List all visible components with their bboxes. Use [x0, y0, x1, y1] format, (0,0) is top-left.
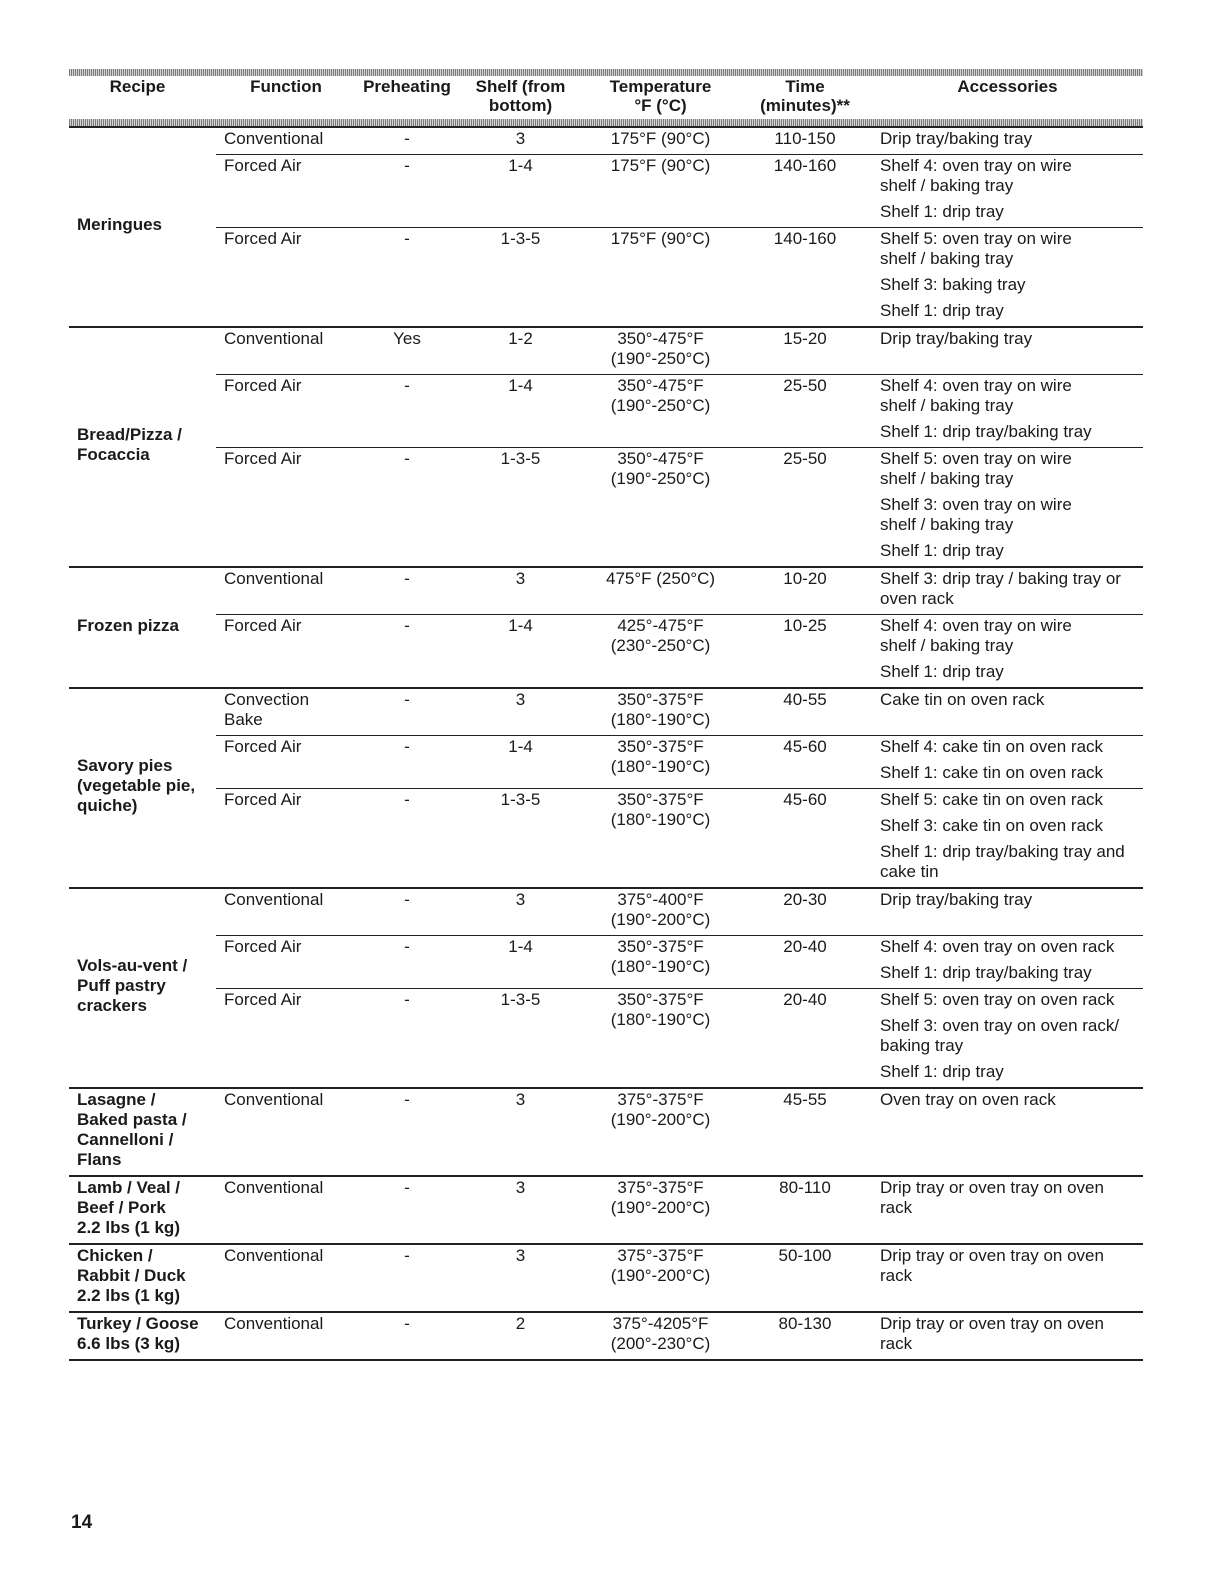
text-line: Shelf 1: drip tray — [880, 202, 1004, 221]
accessory-entry — [880, 1062, 1143, 1082]
text-line: (180°-190°C) — [610, 810, 711, 829]
shelf-cell: 3 — [458, 688, 583, 736]
preheating-cell: - — [356, 567, 458, 615]
recipe-cell — [69, 1088, 216, 1176]
preheating-cell: Yes — [356, 327, 458, 375]
table-row — [69, 127, 1143, 155]
time-cell: 15-20 — [738, 327, 872, 375]
time-cell: 25-50 — [738, 448, 872, 568]
text-line: Shelf 3: baking tray — [880, 275, 1026, 294]
temperature-cell — [583, 127, 738, 155]
text-line: Drip tray or oven tray on oven — [880, 1246, 1104, 1265]
text-line: Shelf 1: drip tray/baking tray — [880, 963, 1092, 982]
accessory-entry — [880, 1246, 1143, 1286]
text-line: Shelf 4: oven tray on wire — [880, 376, 1072, 395]
accessory-entry — [880, 690, 1143, 710]
recipe-cell — [69, 127, 216, 327]
text-line: 425°-475°F — [617, 616, 704, 635]
text-line: Drip tray/baking tray — [880, 329, 1033, 348]
time-cell: 45-55 — [738, 1088, 872, 1176]
temperature-cell — [583, 1244, 738, 1312]
text-line: Lasagne / — [77, 1090, 156, 1109]
accessory-entry — [880, 449, 1143, 489]
time-cell: 80-130 — [738, 1312, 872, 1360]
preheating-cell: - — [356, 789, 458, 889]
accessories-cell — [872, 375, 1143, 448]
function-cell — [216, 1088, 356, 1176]
text-line: Chicken / — [77, 1246, 153, 1265]
text-line: Oven tray on oven rack — [880, 1090, 1056, 1109]
text-line: 375°-375°F — [617, 1090, 704, 1109]
text-line: Turkey / Goose — [77, 1314, 199, 1333]
accessories-cell — [872, 789, 1143, 889]
shelf-cell: 1-3-5 — [458, 989, 583, 1089]
accessory-entry — [880, 662, 1143, 682]
accessory-entry — [880, 422, 1143, 442]
text-line: 350°-375°F — [617, 937, 704, 956]
accessories-cell — [872, 688, 1143, 736]
text-line: Shelf 5: cake tin on oven rack — [880, 790, 1104, 809]
text-line: Drip tray/baking tray — [880, 890, 1033, 909]
text-line: rack — [880, 1334, 913, 1353]
table-row — [69, 1244, 1143, 1312]
text-line: Shelf 3: cake tin on oven rack — [880, 816, 1104, 835]
accessories-cell — [872, 1244, 1143, 1312]
time-cell: 45-60 — [738, 789, 872, 889]
text-line: (190°-200°C) — [610, 910, 711, 929]
temperature-cell — [583, 448, 738, 568]
text-line: Conventional — [224, 890, 324, 909]
text-line: Conventional — [224, 329, 324, 348]
accessories-cell — [872, 228, 1143, 328]
table-row — [69, 448, 1143, 568]
time-cell: 10-20 — [738, 567, 872, 615]
header-top-band — [69, 69, 1143, 76]
accessories-cell — [872, 1176, 1143, 1244]
text-line: Conventional — [224, 129, 324, 148]
recipe-cell — [69, 888, 216, 1088]
accessory-entry — [880, 990, 1143, 1010]
temperature-cell — [583, 155, 738, 228]
shelf-cell: 1-4 — [458, 615, 583, 689]
temperature-cell — [583, 736, 738, 789]
text-line: (230°-250°C) — [610, 636, 711, 655]
temperature-cell — [583, 888, 738, 936]
function-cell — [216, 127, 356, 155]
table-row — [69, 1088, 1143, 1176]
shelf-cell: 1-4 — [458, 155, 583, 228]
temperature-cell — [583, 615, 738, 689]
text-line: Puff pastry — [77, 976, 166, 995]
function-cell — [216, 936, 356, 989]
function-cell — [216, 1176, 356, 1244]
temperature-cell — [583, 327, 738, 375]
temperature-cell — [583, 688, 738, 736]
page-number: 14 — [71, 1512, 93, 1533]
text-line: Focaccia — [77, 445, 150, 464]
text-line: Conventional — [224, 1314, 324, 1333]
accessory-entry — [880, 1314, 1143, 1354]
recipe-cell — [69, 1244, 216, 1312]
accessories-cell — [872, 989, 1143, 1089]
function-cell — [216, 155, 356, 228]
text-line: Savory pies — [77, 756, 173, 775]
text-line: Shelf 3: oven tray on oven rack/ — [880, 1016, 1120, 1035]
text-line: Forced Air — [224, 229, 302, 248]
temperature-cell — [583, 375, 738, 448]
function-cell — [216, 567, 356, 615]
accessory-entry — [880, 229, 1143, 269]
text-line: 350°-375°F — [617, 690, 704, 709]
accessory-entry — [880, 275, 1143, 295]
function-cell — [216, 448, 356, 568]
text-line: shelf / baking tray — [880, 249, 1014, 268]
text-line: Baked pasta / — [77, 1110, 187, 1129]
text-line: Conventional — [224, 1090, 324, 1109]
preheating-cell: - — [356, 448, 458, 568]
accessory-entry — [880, 737, 1143, 757]
time-cell: 110-150 — [738, 127, 872, 155]
recipe-cell — [69, 1176, 216, 1244]
temperature-cell — [583, 228, 738, 328]
text-line: (vegetable pie, — [77, 776, 196, 795]
text-line: shelf / baking tray — [880, 176, 1014, 195]
text-line: Shelf 4: oven tray on oven rack — [880, 937, 1115, 956]
recipe-cell — [69, 688, 216, 888]
table-row — [69, 989, 1143, 1089]
accessory-entry — [880, 816, 1143, 836]
text-line: (190°-200°C) — [610, 1266, 711, 1285]
preheating-cell: - — [356, 1312, 458, 1360]
accessory-entry — [880, 842, 1143, 882]
function-cell — [216, 228, 356, 328]
accessories-cell — [872, 327, 1143, 375]
table-row — [69, 615, 1143, 689]
shelf-cell: 3 — [458, 1176, 583, 1244]
table-row — [69, 736, 1143, 789]
text-line: crackers — [77, 996, 147, 1015]
text-line: Shelf 5: oven tray on wire — [880, 229, 1072, 248]
text-line: shelf / baking tray — [880, 636, 1014, 655]
text-line: 350°-475°F — [617, 329, 704, 348]
accessory-entry — [880, 937, 1143, 957]
header-accessories: Accessories — [957, 77, 1058, 96]
preheating-cell: - — [356, 736, 458, 789]
time-cell: 10-25 — [738, 615, 872, 689]
text-line: Frozen pizza — [77, 615, 180, 635]
text-line: Flans — [77, 1150, 122, 1169]
text-line: Forced Air — [224, 737, 302, 756]
text-line: Conventional — [224, 1178, 324, 1197]
text-line: rack — [880, 1198, 913, 1217]
recipe-cell — [69, 1312, 216, 1360]
accessory-entry — [880, 329, 1143, 349]
text-line: 375°-4205°F — [612, 1314, 709, 1333]
header-shelf: Shelf (from bottom) — [475, 77, 566, 115]
text-line: Drip tray/baking tray — [880, 129, 1033, 148]
table-row — [69, 688, 1143, 736]
text-line: (180°-190°C) — [610, 710, 711, 729]
text-line: 2.2 lbs (1 kg) — [77, 1286, 180, 1305]
text-line: (180°-190°C) — [610, 757, 711, 776]
header-recipe: Recipe — [109, 77, 166, 96]
table-row — [69, 155, 1143, 228]
text-line: Rabbit / Duck — [77, 1266, 186, 1285]
shelf-cell: 3 — [458, 127, 583, 155]
temperature-cell — [583, 1088, 738, 1176]
accessories-cell — [872, 155, 1143, 228]
header-bottom-band — [69, 119, 1143, 126]
text-line: Shelf 1: drip tray/baking tray and — [880, 842, 1125, 861]
accessories-cell — [872, 615, 1143, 689]
text-line: 2.2 lbs (1 kg) — [77, 1218, 180, 1237]
text-line: 475°F (250°C) — [605, 569, 716, 588]
temperature-cell — [583, 567, 738, 615]
accessory-entry — [880, 963, 1143, 983]
table-row — [69, 375, 1143, 448]
accessory-entry — [880, 569, 1143, 609]
table-row — [69, 936, 1143, 989]
text-line: cake tin — [880, 862, 939, 881]
table-row — [69, 1176, 1143, 1244]
text-line: (190°-250°C) — [610, 349, 711, 368]
text-line: 350°-475°F — [617, 449, 704, 468]
cooking-chart — [69, 69, 1143, 1361]
accessory-entry — [880, 495, 1143, 535]
shelf-cell: 1-4 — [458, 736, 583, 789]
text-line: oven rack — [880, 589, 954, 608]
text-line: (190°-200°C) — [610, 1198, 711, 1217]
text-line: Shelf 1: drip tray — [880, 541, 1004, 560]
text-line: Meringues — [77, 215, 163, 234]
text-line: shelf / baking tray — [880, 515, 1014, 534]
temperature-cell — [583, 989, 738, 1089]
text-line: 350°-375°F — [617, 990, 704, 1009]
text-line: Shelf 1: drip tray — [880, 662, 1004, 681]
function-cell — [216, 327, 356, 375]
table-row — [69, 228, 1143, 328]
text-line: Lamb / Veal / — [77, 1178, 180, 1197]
accessories-cell — [872, 1088, 1143, 1176]
text-line: 350°-375°F — [617, 737, 704, 756]
accessory-entry — [880, 129, 1143, 149]
accessory-entry — [880, 616, 1143, 656]
recipe-cell — [69, 327, 216, 567]
accessory-entry — [880, 541, 1143, 561]
text-line: Shelf 3: drip tray / baking tray or — [880, 569, 1121, 588]
text-line: Bread/Pizza / — [77, 425, 182, 444]
text-line: 6.6 lbs (3 kg) — [77, 1334, 180, 1353]
accessory-entry — [880, 202, 1143, 222]
accessory-entry — [880, 890, 1143, 910]
text-line: 375°-375°F — [617, 1178, 704, 1197]
text-line: Bake — [224, 710, 263, 729]
header-preheating: Preheating — [363, 77, 451, 96]
shelf-cell: 1-3-5 — [458, 228, 583, 328]
text-line: Beef / Pork — [77, 1198, 166, 1217]
header-time: Time (minutes)** — [760, 77, 850, 115]
time-cell: 40-55 — [738, 688, 872, 736]
text-line: Forced Air — [224, 376, 302, 395]
text-line: Forced Air — [224, 990, 302, 1009]
text-line: (180°-190°C) — [610, 957, 711, 976]
shelf-cell: 3 — [458, 888, 583, 936]
table-body — [69, 127, 1143, 1360]
accessory-entry — [880, 301, 1143, 321]
function-cell — [216, 1244, 356, 1312]
text-line: shelf / baking tray — [880, 396, 1014, 415]
time-cell: 20-40 — [738, 936, 872, 989]
shelf-cell: 1-4 — [458, 375, 583, 448]
text-line: rack — [880, 1266, 913, 1285]
text-line: Convection — [224, 690, 310, 709]
accessory-entry — [880, 1016, 1143, 1056]
temperature-cell — [583, 1312, 738, 1360]
text-line: Shelf 1: drip tray — [880, 301, 1004, 320]
text-line: 375°-375°F — [617, 1246, 704, 1265]
accessory-entry — [880, 376, 1143, 416]
text-line: Cannelloni / — [77, 1130, 174, 1149]
recipe-cell — [69, 567, 216, 688]
text-line: Cake tin on oven rack — [880, 690, 1045, 709]
accessory-entry — [880, 763, 1143, 783]
function-cell — [216, 789, 356, 889]
table-row — [69, 1312, 1143, 1360]
table-row — [69, 327, 1143, 375]
time-cell: 140-160 — [738, 155, 872, 228]
text-line: (190°-250°C) — [610, 469, 711, 488]
temperature-cell — [583, 789, 738, 889]
text-line: shelf / baking tray — [880, 469, 1014, 488]
text-line: (190°-250°C) — [610, 396, 711, 415]
table-row — [69, 567, 1143, 615]
time-cell: 25-50 — [738, 375, 872, 448]
preheating-cell: - — [356, 688, 458, 736]
cooking-table — [69, 76, 1143, 1361]
header-function: Function — [250, 77, 322, 96]
text-line: Shelf 4: oven tray on wire — [880, 616, 1072, 635]
function-cell — [216, 1312, 356, 1360]
text-line: Vols-au-vent / — [77, 956, 188, 975]
preheating-cell: - — [356, 888, 458, 936]
preheating-cell: - — [356, 1088, 458, 1176]
function-cell — [216, 736, 356, 789]
time-cell: 20-40 — [738, 989, 872, 1089]
text-line: 350°-375°F — [617, 790, 704, 809]
text-line: Forced Air — [224, 937, 302, 956]
shelf-cell: 1-3-5 — [458, 789, 583, 889]
accessories-cell — [872, 1312, 1143, 1360]
table-row — [69, 789, 1143, 889]
text-line: 350°-475°F — [617, 376, 704, 395]
function-cell — [216, 615, 356, 689]
time-cell: 50-100 — [738, 1244, 872, 1312]
text-line: 375°-400°F — [617, 890, 704, 909]
text-line: Shelf 4: cake tin on oven rack — [880, 737, 1104, 756]
temperature-cell — [583, 1176, 738, 1244]
accessories-cell — [872, 888, 1143, 936]
preheating-cell: - — [356, 1176, 458, 1244]
text-line: Shelf 1: drip tray/baking tray — [880, 422, 1092, 441]
text-line: Shelf 5: oven tray on wire — [880, 449, 1072, 468]
text-line: Drip tray or oven tray on oven — [880, 1178, 1104, 1197]
text-line: Forced Air — [224, 156, 302, 175]
text-line: baking tray — [880, 1036, 964, 1055]
text-line: Shelf 4: oven tray on wire — [880, 156, 1072, 175]
shelf-cell: 3 — [458, 1244, 583, 1312]
temperature-cell — [583, 936, 738, 989]
function-cell — [216, 989, 356, 1089]
text-line: (200°-230°C) — [610, 1334, 711, 1353]
preheating-cell: - — [356, 375, 458, 448]
accessories-cell — [872, 448, 1143, 568]
accessory-entry — [880, 1178, 1143, 1218]
header-row — [69, 76, 1143, 119]
text-line: 175°F (90°C) — [610, 129, 711, 148]
text-line: Shelf 1: cake tin on oven rack — [880, 763, 1104, 782]
accessory-entry — [880, 156, 1143, 196]
text-line: Forced Air — [224, 790, 302, 809]
text-line: (180°-190°C) — [610, 1010, 711, 1029]
text-line: (190°-200°C) — [610, 1110, 711, 1129]
preheating-cell: - — [356, 228, 458, 328]
function-cell — [216, 888, 356, 936]
accessories-cell — [872, 567, 1143, 615]
shelf-cell: 3 — [458, 1088, 583, 1176]
function-cell — [216, 375, 356, 448]
text-line: 175°F (90°C) — [610, 156, 711, 175]
function-cell — [216, 688, 356, 736]
preheating-cell: - — [356, 127, 458, 155]
shelf-cell: 3 — [458, 567, 583, 615]
text-line: Conventional — [224, 569, 324, 588]
text-line: quiche) — [77, 796, 138, 815]
shelf-cell: 1-3-5 — [458, 448, 583, 568]
time-cell: 45-60 — [738, 736, 872, 789]
text-line: Shelf 1: drip tray — [880, 1062, 1004, 1081]
time-cell: 80-110 — [738, 1176, 872, 1244]
preheating-cell: - — [356, 936, 458, 989]
preheating-cell: - — [356, 989, 458, 1089]
shelf-cell: 2 — [458, 1312, 583, 1360]
accessory-entry — [880, 790, 1143, 810]
preheating-cell: - — [356, 155, 458, 228]
header-temperature: Temperature °F (°C) — [609, 77, 712, 115]
preheating-cell: - — [356, 1244, 458, 1312]
accessories-cell — [872, 736, 1143, 789]
time-cell: 20-30 — [738, 888, 872, 936]
text-line: Conventional — [224, 1246, 324, 1265]
text-line: Forced Air — [224, 616, 302, 635]
shelf-cell: 1-2 — [458, 327, 583, 375]
text-line: Shelf 5: oven tray on oven rack — [880, 990, 1115, 1009]
text-line: Shelf 3: oven tray on wire — [880, 495, 1072, 514]
preheating-cell: - — [356, 615, 458, 689]
table-row — [69, 888, 1143, 936]
text-line: Drip tray or oven tray on oven — [880, 1314, 1104, 1333]
time-cell: 140-160 — [738, 228, 872, 328]
accessories-cell — [872, 936, 1143, 989]
text-line: Forced Air — [224, 449, 302, 468]
text-line: 175°F (90°C) — [610, 229, 711, 248]
shelf-cell: 1-4 — [458, 936, 583, 989]
accessory-entry — [880, 1090, 1143, 1110]
accessories-cell — [872, 127, 1143, 155]
